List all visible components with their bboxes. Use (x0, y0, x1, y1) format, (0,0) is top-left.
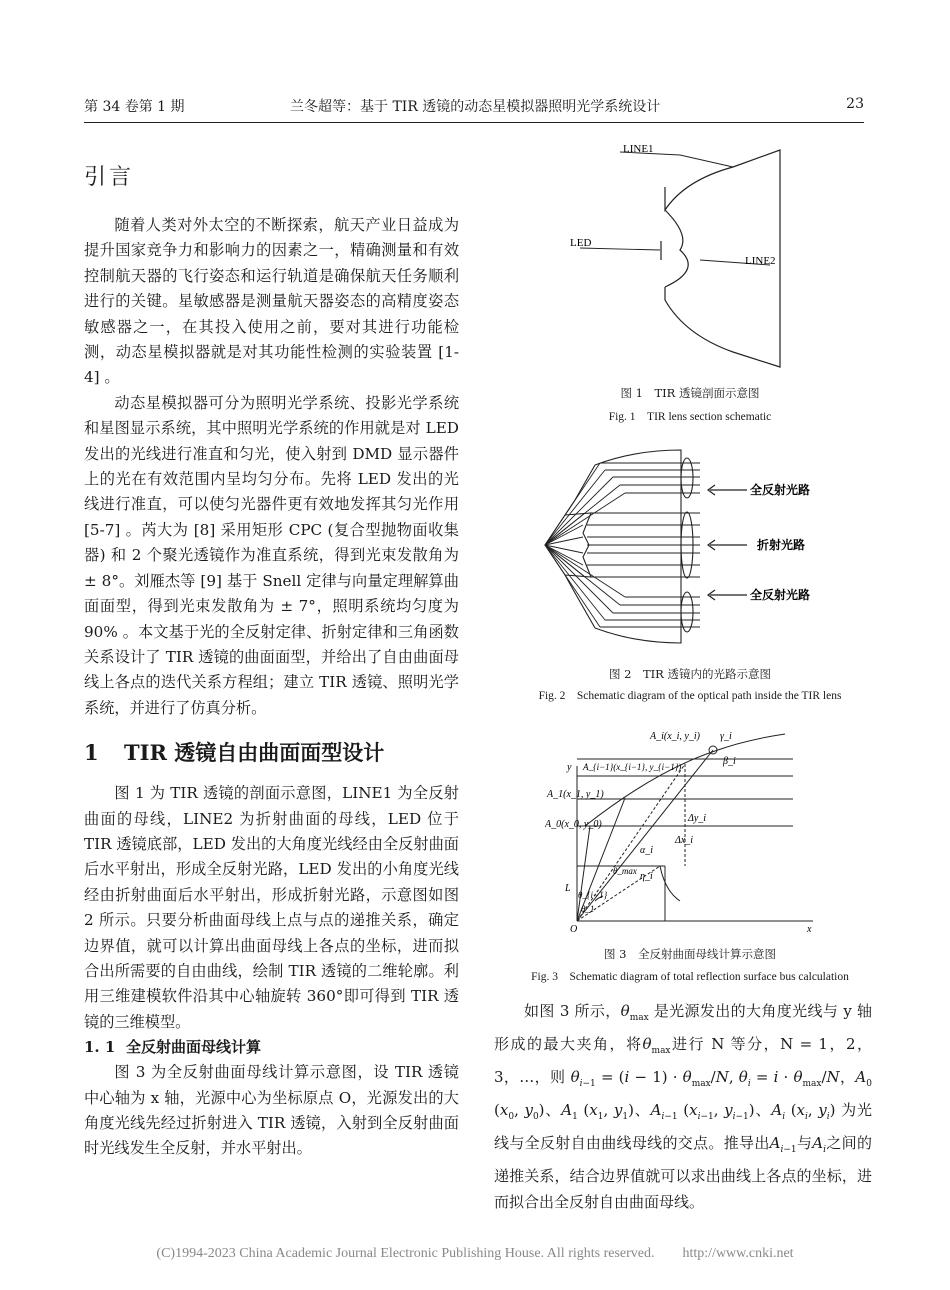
section-1-paragraph: 图 1 为 TIR 透镜的剖面示意图，LINE1 为全反射曲面的母线，LINE2 为折射曲面的母线，LED 位于 TIR 透镜底部，LED 发出的大角度光线经由全反射曲面后水平射出，形成全反射光路，LED 发出的小角度光线经由折射曲面后水平射出，形成折射光路，示意图如图 2 所示。只要分析曲面母线上点与点的递推关系，确定边界值，就可以计算出曲面母线上各点的坐标，进而拟合出所需要的自由曲线，绘制 TIR 透镜的二维轮廓。利用三维建模软件沿其中心轴旋转 360°即可得到 TIR 透镜的三维模型。 (84, 784, 459, 1031)
label-L: L (565, 883, 571, 894)
right-column-text (494, 998, 872, 1215)
label-a1: A_1(x_1, y_1) (547, 789, 604, 800)
text-run-d: 为光线与全反射自由曲线母线的交点。推导出 (494, 1101, 872, 1152)
label-line1: LINE1 (623, 143, 654, 155)
figure-3-caption-en: Fig. 3 Schematic diagram of total reflection surface bus calculation (531, 971, 849, 983)
subsection-number: 1. 1 (84, 1038, 116, 1057)
subsection-1-1-heading (84, 1035, 459, 1060)
label-eta: η_i (640, 871, 653, 882)
label-tir-path-top: 全反射光路 (750, 483, 811, 497)
figure-3-geometry (545, 726, 865, 936)
label-theta-max: θ_max (613, 866, 637, 876)
ray-to-a1 (577, 798, 625, 921)
label-tir-path-bottom: 全反射光路 (750, 588, 811, 602)
label-beta: β_i (723, 756, 736, 767)
intro-heading: 引言 (84, 165, 135, 190)
text-run-b: 是光源发出的大角度光线与 y 轴形成的最大夹角，将 (494, 1002, 872, 1053)
formula-theta: $\theta_{i-1} = (i - 1) \cdot \theta_{max}/N$, $\theta_i = i \cdot \theta_{max}/N$，$A_0$ ($x_0$, $y_0$)、$A_1$ ($x_1$, $y_1$)、$A_{i-1}$ ($x_{i-1}$, $y_{i-1}$)、$A_i$ ($x_i$, $y_i$) (494, 1068, 872, 1122)
subsection-title: 全反射曲面母线计算 (126, 1038, 262, 1057)
label-theta-1: θ_1 (581, 904, 595, 914)
figure-3-description: 如图 3 所示，$\theta_{max}$ 是光源发出的大角度光线与 y 轴形成的最大夹角，将$\theta_{max}$进行 N 等分，N = 1，2，3，…，则 $\theta_{i-1} = (i - 1) \cdot \theta_{max}/N$, $\theta_i = i \cdot \theta_{max}/N$，$A_0$ ($x_0$, $y_0$)、$A_1$ ($x_1$, $y_1$)、$A_{i-1}$ ($x_{i-1}$, $y_{i-1}$)、$A_i$ ($x_i$, $y_i$) 为光线与全反射自由曲线母线的交点。推导出$A_{i-1}$与$A_i$之间的递推关系，结合边界值就可以求出曲线上各点的坐标，进而拟合出全反射自由曲面母线。 (494, 1002, 872, 1211)
label-y-axis: y (567, 762, 572, 773)
figure-1-lens-section (540, 140, 840, 380)
label-a0: A_0(x_0, y_0) (545, 819, 602, 830)
led-leader (580, 248, 660, 250)
label-ai: A_i(x_i, y_i) (650, 731, 700, 742)
journal-issue: 第 34 卷第 1 期 (84, 99, 185, 115)
subsection-1-1-paragraph: 图 3 为全反射曲面母线计算示意图，设 TIR 透镜中心轴为 x 轴，光源中心为坐标原点 O，光源发出的大角度光线先经过折射进入 TIR 透镜，入射到全反射曲面时光线发生全反射，并水平射出。 (84, 1063, 459, 1158)
page-number: 23 (846, 96, 864, 112)
label-gamma: γ_i (720, 731, 732, 742)
label-x-axis: x (807, 924, 812, 935)
callout-arrows (708, 485, 747, 600)
running-title: 兰冬超等：基于 TIR 透镜的动态星模拟器照明光学系统设计 (290, 99, 661, 115)
figure-2-caption-zh: 图 2 TIR 透镜内的光路示意图 (609, 667, 771, 681)
intro-paragraph-2: 动态星模拟器可分为照明光学系统、投影光学系统和星图显示系统，其中照明光学系统的作用就是对 LED 发出的光线进行准直和匀光，使入射到 DMD 显示器件上的光在有效范围内呈均匀分布。先将 LED 发出的光线进行准直，可以使匀光器件更有效地发挥其匀光作用 [5-7] 。芮大为 [8] 采用矩形 CPC (复合型抛物面收集器) 和 2 个聚光透镜作为准直系统，得到光束发散角为 ± 8°。刘雁杰等 [9] 基于 Snell 定律与向量定理解算曲面面型，得到光束发散角为 ± 7°，照明系统均匀度为 90% 。本文基于光的全反射定律、折射定律和三角函数关系设计了 TIR 透镜的曲面面型，并给出了自由曲面母线上各点的迭代关系方程组；建立 TIR 透镜、照明光学系统，并进行了仿真分析。 (84, 393, 459, 717)
text-run-f: 之间的递推关系，结合边界值就可以求出曲线上各点的坐标，进而拟合出全反射自由曲面母线。 (494, 1134, 872, 1211)
label-ai1: A_{i−1}(x_{i−1}, y_{i−1}) (583, 762, 682, 772)
copyright-footer: (C)1994-2023 China Academic Journal Electronic Publishing House. All rights reserved. http://www.cnki.net (156, 1246, 794, 1261)
line2-curve (665, 210, 688, 287)
text-run-a: 如图 3 所示， (524, 1002, 621, 1020)
text-run-c: 进行 N 等分，N = 1，2，3，…，则 (494, 1035, 872, 1086)
section-1-heading (84, 737, 459, 767)
section-1-title: TIR 透镜自由曲面面型设计 (124, 740, 385, 766)
label-dx: Δx_i (675, 835, 694, 846)
figure-2-caption-en: Fig. 2 Schematic diagram of the optical path inside the TIR lens (538, 690, 842, 702)
text-run-e: 与 (796, 1134, 813, 1152)
lens-body (595, 450, 681, 643)
label-led: LED (570, 237, 592, 249)
figure-3-caption-zh: 图 3 全反射曲面母线计算示意图 (604, 947, 776, 961)
label-alpha: α_i (640, 845, 654, 856)
figure-1-caption-en: Fig. 1 TIR lens section schematic (608, 411, 772, 423)
left-column (84, 150, 459, 1162)
intro-paragraph-1: 随着人类对外太空的不断探索，航天产业日益成为提升国家竞争力和影响力的因素之一，精确测量和有效控制航天器的飞行姿态和运行轨道是确保航天任务顺利进行的关键。星敏感器是测量航天器姿态的高精度姿态敏感器之一，在其投入使用之前，要对其进行功能检测，动态星模拟器就是对其功能性检测的实验装置 [1-4] 。 (84, 216, 459, 387)
refraction-arc (660, 866, 680, 901)
figure-1-caption-zh: 图 1 TIR 透镜剖面示意图 (620, 386, 760, 400)
header-divider (84, 122, 864, 123)
figure-2-optical-path (535, 445, 865, 660)
section-1-number: 1 (84, 740, 99, 766)
label-theta-i1: θ_{i−1} (578, 890, 608, 900)
horizontal-rays (587, 463, 700, 627)
label-line2: LINE2 (745, 255, 776, 267)
label-origin: O (570, 924, 578, 935)
label-dy: Δy_i (688, 813, 707, 824)
label-refraction-path: 折射光路 (757, 538, 806, 552)
